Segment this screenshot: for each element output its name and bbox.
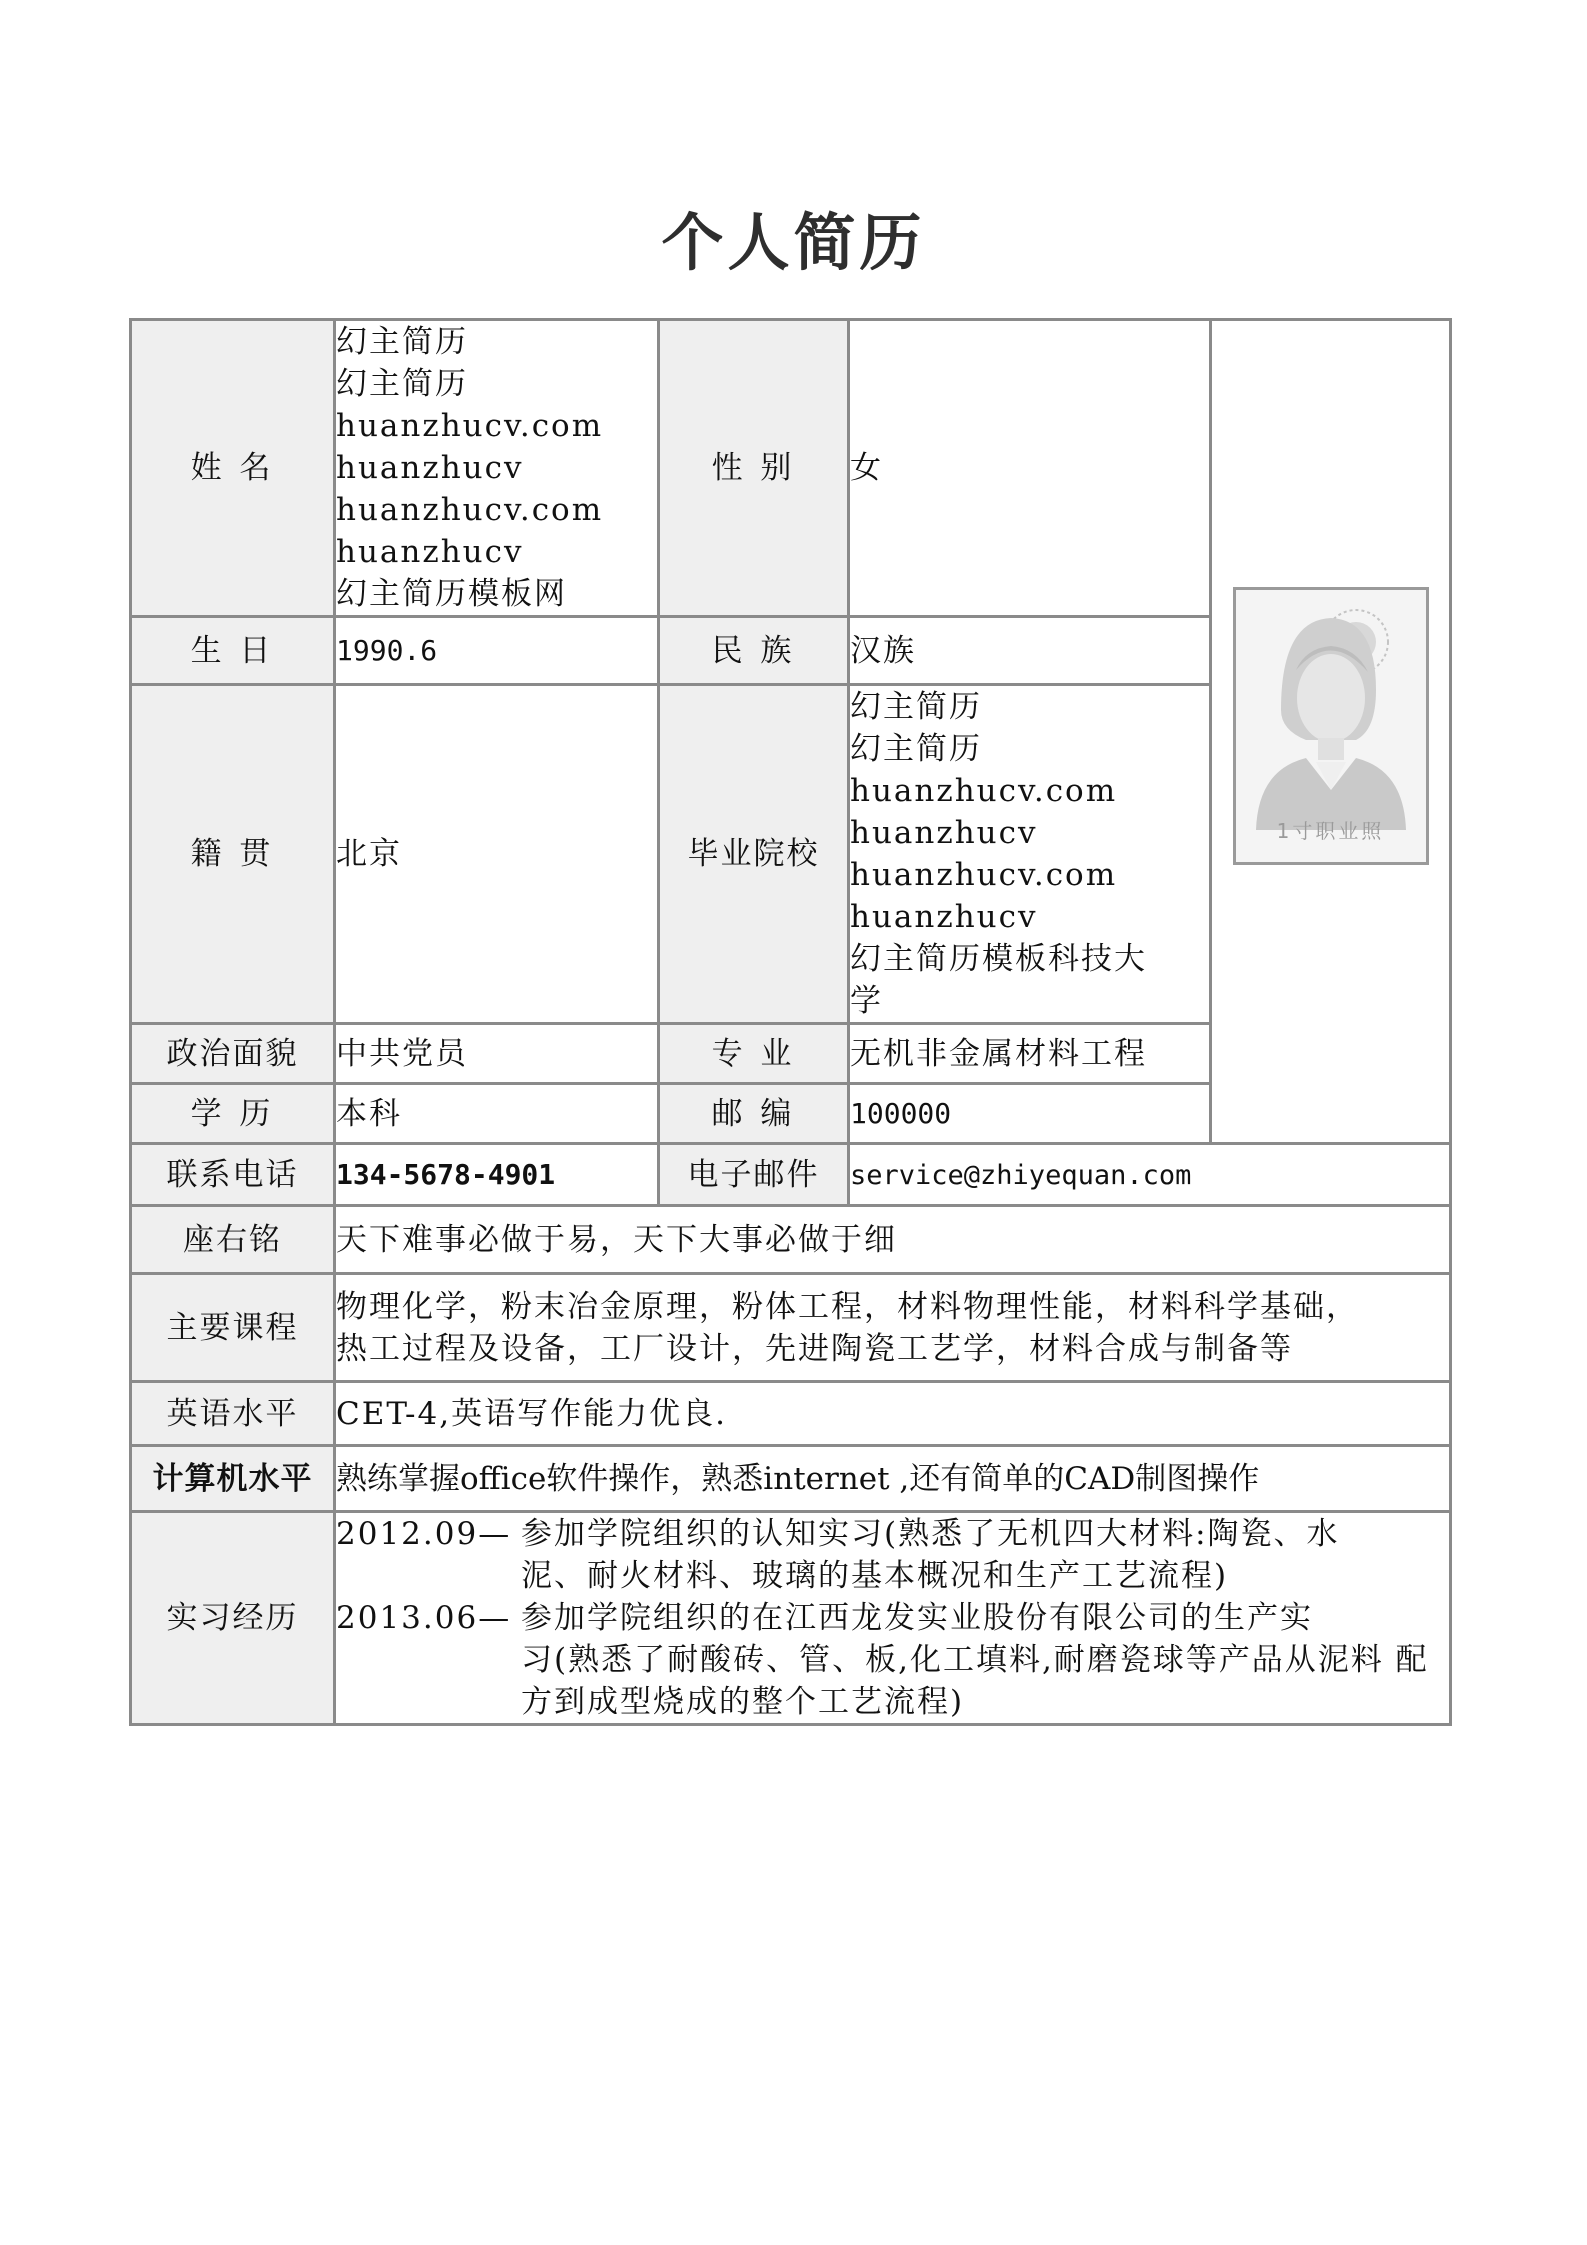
birthday-text: 1990.6 (336, 634, 438, 667)
photo-cell (1211, 320, 1451, 1144)
value-political: 中共党员 (335, 1024, 659, 1084)
label-email: 电子邮件 (659, 1144, 849, 1206)
label-motto: 座右铭 (131, 1206, 335, 1274)
label-ethnicity: 民 族 (659, 617, 849, 685)
school-line: 幻主简历 (850, 731, 982, 767)
value-education: 本科 (335, 1084, 659, 1144)
courses-line: 热工过程及设备，工厂设计，先进陶瓷工艺学，材料合成与制备等 (336, 1330, 1293, 1367)
label-education: 学 历 (131, 1084, 335, 1144)
school-lines (850, 686, 1209, 1022)
value-ethnicity: 汉族 (849, 617, 1211, 685)
label-birthday: 生 日 (131, 617, 335, 685)
school-line: 学 (850, 983, 883, 1019)
internship-item (336, 1597, 1449, 1723)
internship-line: 习(熟悉了耐酸砖、管、板,化工填料,耐磨瓷球等产品从泥料 配 (521, 1642, 1429, 1678)
value-birthday (335, 617, 659, 685)
email-text: service@zhiyequan.com (850, 1159, 1192, 1191)
label-political: 政治面貌 (131, 1024, 335, 1084)
internship-line: 泥、耐火材料、玻璃的基本概况和生产工艺流程) (521, 1558, 1229, 1594)
value-courses (335, 1274, 1451, 1382)
label-internship: 实习经历 (131, 1512, 335, 1725)
resume-table (129, 318, 1452, 1726)
value-computer: 熟练掌握office软件操作，熟悉internet ,还有简单的CAD制图操作 (335, 1446, 1451, 1512)
value-english: CET-4,英语写作能力优良. (335, 1382, 1451, 1446)
internship-text (521, 1597, 1449, 1723)
label-postcode: 邮 编 (659, 1084, 849, 1144)
internship-item (336, 1513, 1449, 1597)
value-name (335, 320, 659, 617)
name-line: 幻主简历模板网 (336, 576, 567, 612)
internship-date: 2012.09— (336, 1516, 512, 1552)
value-gender: 女 (849, 320, 1211, 617)
value-major: 无机非金属材料工程 (849, 1024, 1211, 1084)
school-line: huanzhucv.com (850, 857, 1118, 893)
internship-list (336, 1513, 1449, 1723)
school-line: huanzhucv (850, 815, 1038, 851)
name-line: huanzhucv.com (336, 408, 604, 444)
page-title: 个人简历 (661, 206, 926, 279)
photo-placeholder (1233, 587, 1429, 865)
value-motto: 天下难事必做于易，天下大事必做于细 (335, 1206, 1451, 1274)
label-major: 专 业 (659, 1024, 849, 1084)
school-line: huanzhucv (850, 899, 1038, 935)
name-lines (336, 321, 657, 615)
internship-line: 参加学院组织的在江西龙发实业股份有限公司的生产实 (521, 1600, 1313, 1636)
value-phone (335, 1144, 659, 1206)
label-phone: 联系电话 (131, 1144, 335, 1206)
internship-line: 参加学院组织的认知实习(熟悉了无机四大材料:陶瓷、水 (521, 1516, 1340, 1552)
courses-lines (336, 1286, 1449, 1370)
label-hometown: 籍 贯 (131, 685, 335, 1024)
internship-line: 方到成型烧成的整个工艺流程) (521, 1684, 965, 1720)
label-courses: 主要课程 (131, 1274, 335, 1382)
label-computer: 计算机水平 (131, 1446, 335, 1512)
school-line: 幻主简历模板科技大 (850, 941, 1147, 977)
internship-text (521, 1513, 1449, 1597)
label-english: 英语水平 (131, 1382, 335, 1446)
label-gender: 性 别 (659, 320, 849, 617)
internship-date: 2013.06— (336, 1600, 512, 1636)
school-line: 幻主简历 (850, 689, 982, 725)
name-line: huanzhucv (336, 450, 524, 486)
value-internship (335, 1512, 1451, 1725)
value-hometown: 北京 (335, 685, 659, 1024)
phone-text: 134-5678-4901 (336, 1158, 556, 1191)
school-line: huanzhucv.com (850, 773, 1118, 809)
label-school: 毕业院校 (659, 685, 849, 1024)
name-line: huanzhucv.com (336, 492, 604, 528)
photo-caption: 1寸职业照 (1276, 819, 1385, 843)
postcode-text: 100000 (850, 1097, 952, 1130)
courses-line: 物理化学，粉末冶金原理，粉体工程，材料物理性能，材料科学基础， (336, 1288, 1359, 1325)
label-name: 姓 名 (131, 320, 335, 617)
value-postcode (849, 1084, 1211, 1144)
value-school (849, 685, 1211, 1024)
name-line: 幻主简历 (336, 324, 468, 360)
name-line: 幻主简历 (336, 366, 468, 402)
name-line: huanzhucv (336, 534, 524, 570)
value-email (849, 1144, 1451, 1206)
